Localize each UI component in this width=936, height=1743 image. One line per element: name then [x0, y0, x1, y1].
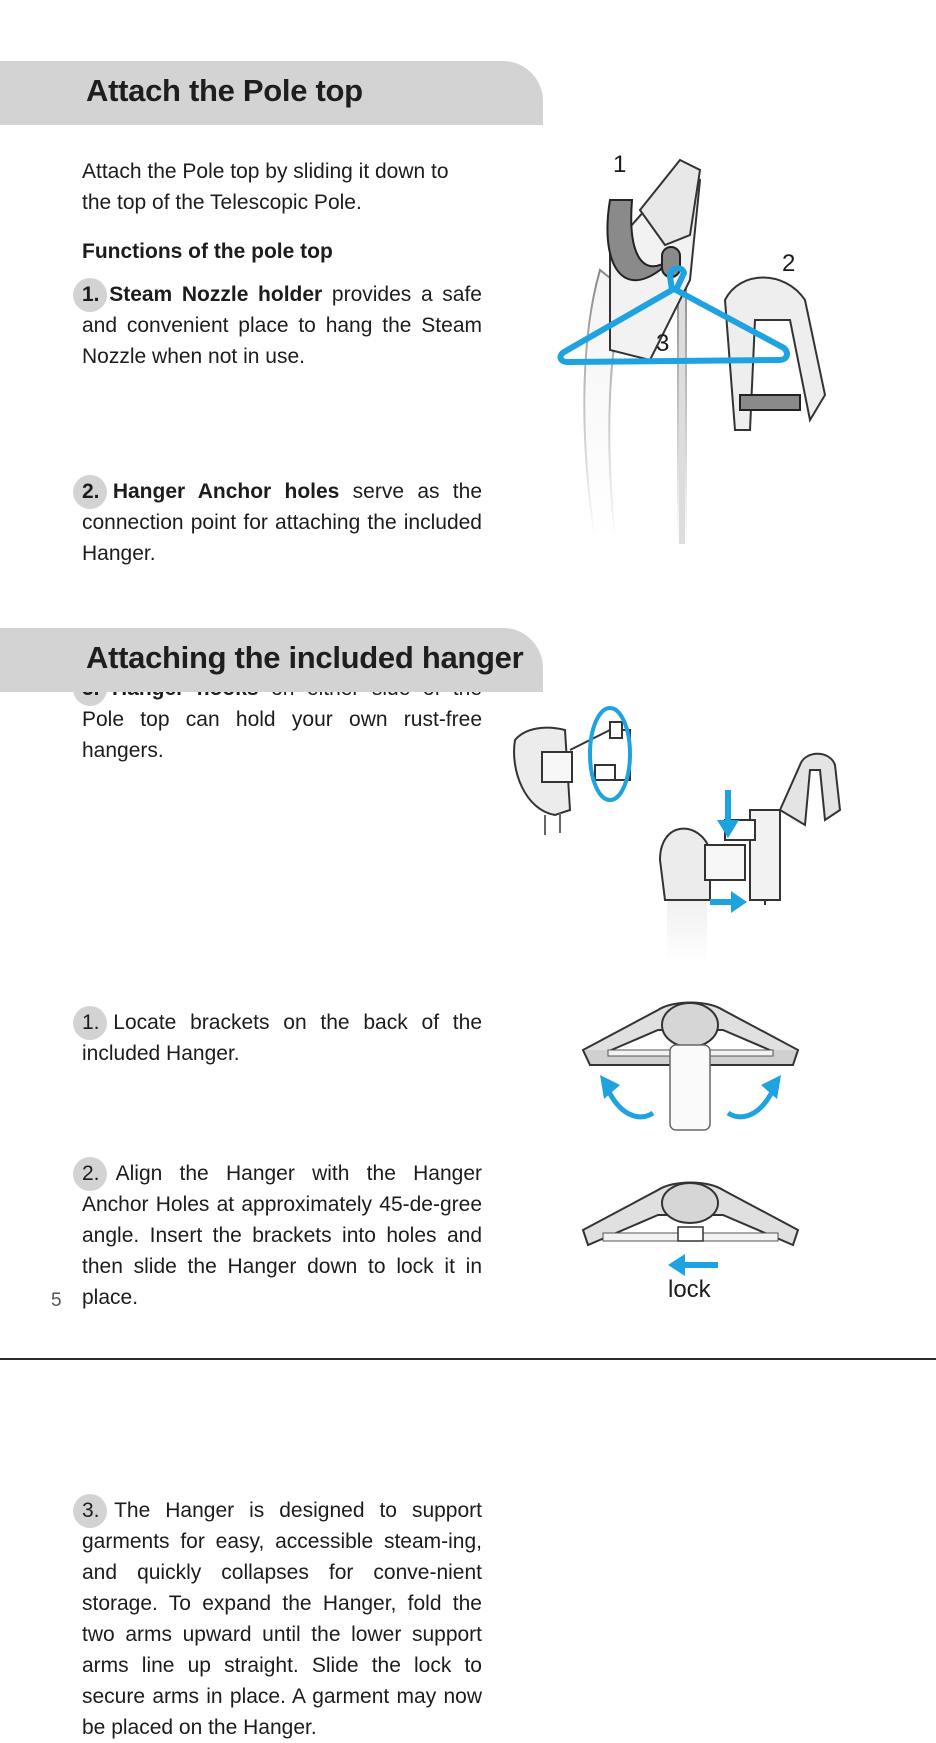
item-number: 2. — [82, 480, 100, 503]
locked-hanger-illustration — [578, 1175, 803, 1280]
figure-label-1: 1 — [613, 151, 627, 178]
section-title: Attach the Pole top — [86, 73, 363, 108]
lock-label: lock — [668, 1276, 711, 1303]
item-number: 1. — [82, 283, 100, 306]
functions-subheading-block — [82, 236, 482, 267]
item-text: Pole top can hold your own rust-free hangers. — [82, 708, 482, 762]
footer-divider — [0, 1358, 936, 1360]
step-text: Align the Hanger with the Hanger Anchor Holes at approximately 45-de-gree angle. Insert the brackets into holes and then slide the Hanger down to lock it in place. — [82, 1162, 482, 1309]
step-number: 2. — [82, 1162, 100, 1185]
functions-subheading: Functions of the pole top — [82, 240, 333, 263]
figure-label-3: 3 — [656, 330, 670, 357]
function-item-1 — [82, 279, 482, 372]
step-text: The Hanger is designed to support garments for easy, accessible steam-ing, and quickly collapses for conve-nient storage. To expand the Hanger, fold the two arms upward until the lower support arms line up straight. Slide the lock to secure arms in place. A garment may now be placed on the Hanger. — [82, 1499, 482, 1739]
bracket-detail-illustration — [510, 700, 650, 840]
item-text: serve as the connection point for attaching the included Hanger. — [82, 480, 482, 565]
item-bold-term: Hanger Anchor holes — [112, 480, 340, 503]
step-number: 1. — [82, 1011, 100, 1034]
section-header-pole-top — [0, 61, 543, 125]
attach-hanger-illustration — [655, 750, 855, 970]
expand-hanger-illustration — [578, 995, 803, 1140]
section-header-hanger — [0, 628, 543, 692]
intro-paragraph: Attach the Pole top by sliding it down to the top of the Telescopic Pole. — [82, 160, 449, 214]
item-bold-term: Steam Nozzle holder — [109, 283, 323, 306]
step-text: Locate brackets on the back of the included Hanger. — [82, 1011, 482, 1065]
figure-label-2: 2 — [782, 250, 796, 277]
item-text: provides a safe and convenient place to hang the Steam Nozzle when not in use. — [82, 283, 482, 368]
pole-top-intro — [82, 156, 482, 218]
hanger-step-1 — [82, 1007, 482, 1069]
section-title: Attaching the included hanger — [86, 640, 524, 675]
step-number: 3. — [82, 1499, 100, 1522]
hanger-step-2 — [82, 1158, 482, 1313]
hanger-step-3 — [82, 1495, 482, 1743]
page-number: 5 — [51, 1290, 62, 1311]
function-item-2 — [82, 476, 482, 569]
pole-top-illustration — [540, 140, 840, 550]
